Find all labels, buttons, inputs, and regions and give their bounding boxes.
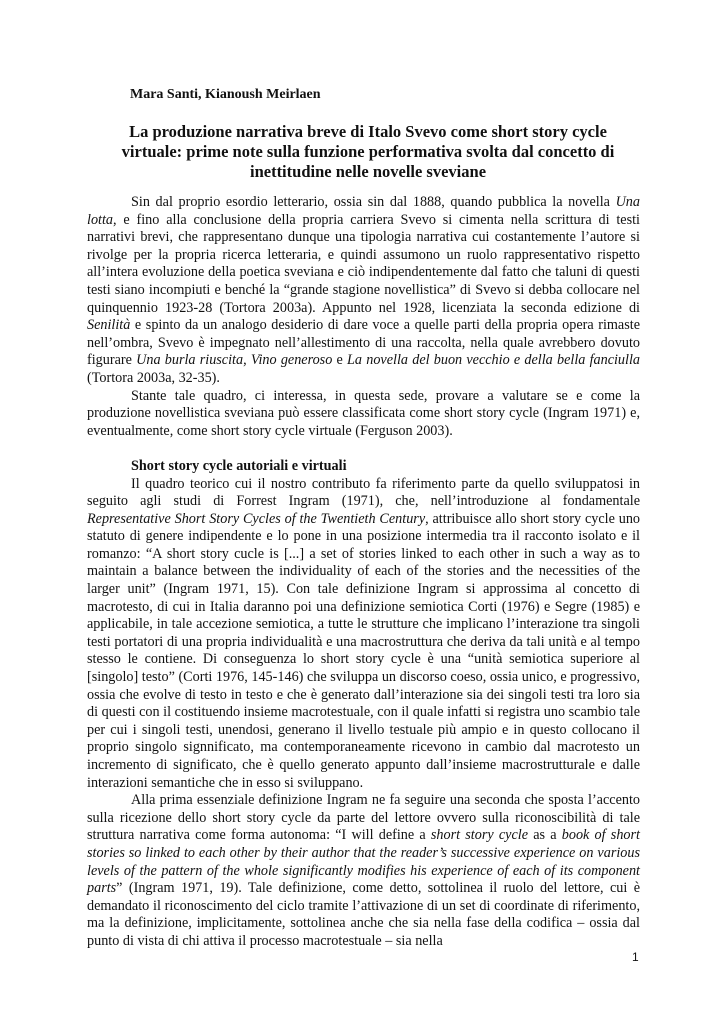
text-run: , attribuisce allo short story cycle uno statuto di genere indipendente e lo pone in una posizione intermedia tra il racconto isolato e il romanzo: “A short story cucle is [...] a set of stories linked to each other in such a way as to maintain a balance between the individuality of each of the stories and the necessities of the larger unit” (Ingram 1971, 15). Con tale definizione Ingram si approssima al concetto di macrotesto, di cui in Italia daranno poi una definizione semiotica Corti (1976) e Segre (1985) e applicabile, in tale accezione semiotica, a tutte le strutture che implicano l’interazione tra singoli testi portatori di una propria individualità e una macrostruttura che deriva da tali unità e al tempo stesso le contiene. Di conseguenza lo short story cycle è una “unità semiotica superiore al [singolo] testo” (Corti 1976, 145-146) che sviluppa un discorso coeso, ossia unico, e progressivo, ossia che evolve di testo in testo e che è generato dall’interazione sia dei singoli testi tra loro sia di questi con il costituendo insieme macrotestuale, con il quale infatti si registra uno scambio tale per cui i singoli testi, unendosi, generano il livello testuale più ampio e in questo collocano il proprio singolo signnificato, ma contemporaneamente ricevono in cambio dal macrotesto un incremento di significato, che è quello generato appunto dall’insieme macrostrutturale e dalle interazioni semantiche che in esso si sviluppano. — [87, 510, 641, 791]
text-run: as a — [528, 827, 562, 844]
italic-title: Una burla riuscita — [136, 352, 244, 369]
page-number: 1 — [632, 950, 639, 964]
body-text — [87, 194, 640, 951]
italic-title: Vino generoso — [250, 352, 333, 369]
text-run: e spinto da un analogo desiderio di dare voce a quelle parti della propria opera rimaste nell’ombra, Svevo è impegnato nell’allestimento di una raccolta, nella quale avrebbero dovuto figurare — [87, 317, 640, 369]
section-heading: Short story cycle autoriali e virtuali — [131, 457, 347, 474]
text-run: Sin dal proprio esordio letterario, ossia sin dal 1888, quando pubblica la novella — [131, 194, 616, 210]
text-run: Il quadro teorico cui il nostro contributo fa riferimento parte da quello sviluppatosi in seguito agli studi di Forrest Ingram (1971), che, nell’introduzione al fondamentale — [87, 475, 640, 510]
italic-title: La novella del buon vecchio e della bella fanciulla — [347, 352, 641, 369]
author-names: Mara Santi, Kianoush Meirlaen — [130, 87, 321, 102]
text-run: ” (Ingram 1971, 19). Tale definizione, come detto, sottolinea il ruolo del lettore, cui è demandato il riconoscimento del ciclo tramite l’attivazione di un set di coordinate di riferimento, ma la definizione, implicitamente, sottolinea anche che sia nella fase della codifica – ossia dal punto di vista di chi attiva il processo macrotestuale – sia nella — [87, 880, 640, 949]
text-run: e — [332, 352, 348, 369]
text-run: , — [243, 352, 251, 369]
paragraph-context: Stante tale quadro, ci interessa, in questa sede, provare a valutare se e come la produzione novellistica sveviana può essere classificata come short story cycle (Ingram 1971) e, eventualmente, come short story cycle virtuale (Ferguson 2003). — [87, 387, 640, 439]
paragraph-intro — [87, 194, 640, 388]
italic-term: short story cycle — [430, 827, 529, 844]
text-run: , e fino alla conclusione della propria carriera Svevo si cimenta nella scrittura di testi narrativi brevi, che rappresentano dunque una tipologia narrativa cui costantemente l’autore si rivolge per la propria ricerca letteraria, e quindi assumono un ruolo rappresentativo rispetto all’intera evoluzione della poetica sveviana e ciò indipendentemente dal fatto che taluni di questi testi siano incompiuti e benché la “grande stagione novellistica” di Svevo si debba collocare nel quinquennio 1923-28 (Tortora 2003a). Appunto nel 1928, licenziata la seconda edizione di — [87, 211, 640, 316]
paragraph-theory — [87, 476, 640, 793]
text-run: (Tortora 2003a, 32-35). — [87, 369, 220, 386]
paper-title: La produzione narrativa breve di Italo Svevo come short story cycle virtuale: prime note sulla funzione performativa svolta dal concetto di inettitudine nelle novelle sveviane — [121, 122, 615, 181]
italic-title: Una lotta — [87, 194, 640, 228]
text-run: Alla prima essenziale definizione Ingram ne fa seguire una seconda che sposta l’accento sulla ricezione dello short story cycle da parte del lettore ovvero sulla riconoscibilità di tale struttura narrativa come forma autonoma: “I will define a — [87, 792, 640, 844]
italic-title: Representative Short Story Cycles of the Twentieth Century — [87, 510, 426, 527]
italic-title: Senilità — [87, 317, 131, 334]
paragraph-definition — [87, 792, 640, 950]
italic-quote: book of short stories so linked to each other by their author that the reader’s successive experience on various levels of the pattern of the whole significantly modifies his experience of each of its component parts — [87, 827, 640, 897]
